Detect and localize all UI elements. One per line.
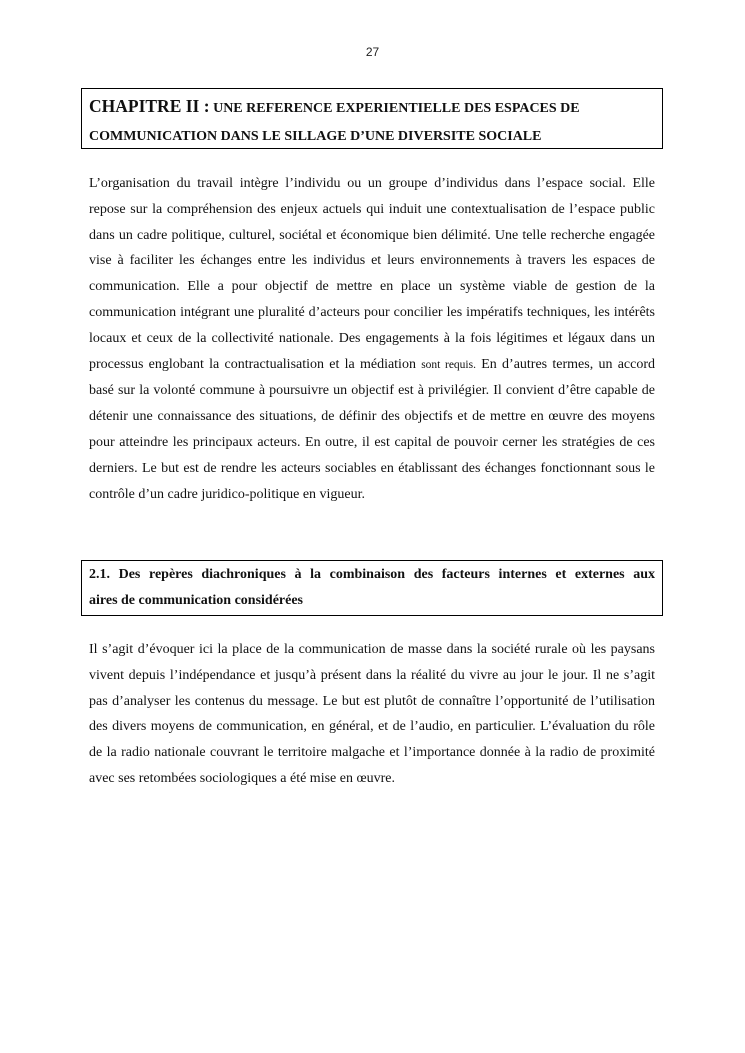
page-number: 27 [365, 45, 380, 59]
body-paragraph-2: Il s’agit d’évoquer ici la place de la communication de masse dans la société rurale où les paysans vivent depuis l’indépendance et jusqu’à présent dans la réalité du vivre au jour le jour. Il ne s’agit pas d’analyser les contenus du message. Le but est plutôt de connaître l’opportunité de l’utilisation des divers moyens de communication, en général, et de l’audio, en particulier. L’évaluation du rôle de la radio nationale couvrant le territoire malgache et l’importance donnée à la radio de proximité avec ses retombées sociologiques a été mise en œuvre. [89, 642, 655, 786]
paragraph-1-text-b: En d’autres termes, un accord basé sur la volonté commune à poursuivre un objectif est à privilégier. Il convient d’être capable de détenir une connaissance des situations, de définir des objectifs et de mettre en œuvre des moyens pour atteindre les principaux acteurs. En outre, il est capital de pouvoir cerner les stratégies de ces derniers. Le but est de rendre les acteurs sociables en établissant des échanges fonctionnant sous le contrôle d’un cadre juridico-politique en vigueur. [89, 356, 655, 502]
chapter-label: CHAPITRE II : [89, 96, 210, 116]
section-title-line-1: 2.1. Des repères diachroniques à la combinaison des facteurs internes et externes aux [89, 567, 655, 582]
chapter-heading-box [81, 88, 663, 149]
section-title-line-2: aires de communication considérées [89, 593, 303, 608]
paragraph-1-text-a: L’organisation du travail intègre l’individu ou un groupe d’individus dans l’espace social. Elle repose sur la compréhension des enjeux actuels qui induit une contextualisation de l’espace public dans un cadre politique, culturel, sociétal et économique bien délimité. Une telle recherche engagée vise à faciliter les échanges entre les individus et leurs environnements à travers les espaces de communication. Elle a pour objectif de mettre en place un système viable de gestion de la communication intégrant une pluralité d’acteurs pour concilier les impératifs techniques, les intérêts locaux et ceux de la collectivité nationale. Des engagements à la fois légitimes et légaux dans un processus englobant la contractualisation et la médiation [89, 176, 655, 372]
chapter-title-part-2: COMMUNICATION DANS LE SILLAGE D’UNE DIVERSITE SOCIALE [89, 129, 542, 144]
body-paragraph-1 [89, 171, 655, 507]
paragraph-1-small-text: sont requis. [421, 358, 476, 371]
section-heading-box [81, 560, 663, 616]
chapter-heading-line-1 [89, 92, 655, 123]
chapter-title-part-1: UNE REFERENCE EXPERIENTIELLE DES ESPACES DE [213, 101, 580, 116]
